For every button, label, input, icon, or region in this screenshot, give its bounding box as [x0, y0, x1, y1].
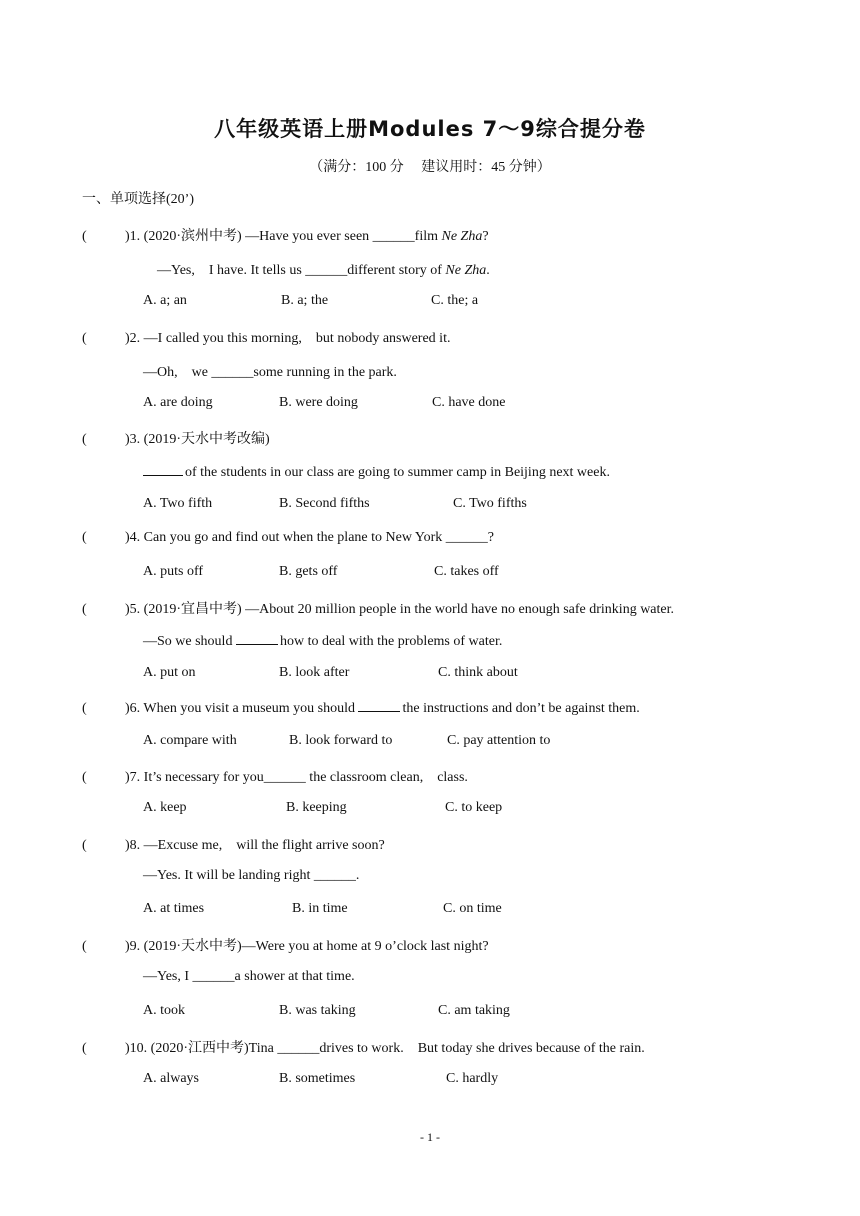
- punct: .: [486, 263, 490, 278]
- option-a: A. Two fifth: [143, 496, 213, 511]
- question-cont-text: —Yes, I have. It tells us ______different story of: [157, 263, 446, 278]
- question-2: [82, 327, 450, 347]
- film-title: Ne Zha: [445, 263, 487, 278]
- question-8-cont: —Yes. It will be landing right ______.: [143, 868, 360, 883]
- option-a: A. took: [143, 1003, 185, 1018]
- option-c: C. Two fifths: [453, 496, 527, 511]
- option-a: A. always: [143, 1071, 199, 1086]
- question-cont-text: of the students in our class are going to summer camp in Beijing next week.: [185, 465, 610, 480]
- answer-paren: (: [82, 701, 87, 716]
- question-stem: (2020·江西中考)Tina ______drives to work. But today she drives because of the rain.: [147, 1041, 645, 1056]
- question-number: )3.: [125, 432, 141, 447]
- question-number: )10.: [125, 1041, 148, 1056]
- option-b: B. Second fifths: [279, 496, 370, 511]
- option-a: A. a; an: [143, 293, 187, 308]
- question-stem: the instructions and don’t be against them.: [402, 701, 640, 716]
- option-a: A. at times: [143, 901, 205, 916]
- answer-paren: (: [82, 770, 87, 785]
- option-b: B. gets off: [279, 564, 338, 579]
- question-stem: Can you go and find out when the plane to New York ______?: [140, 530, 495, 545]
- question-number: )2.: [125, 331, 141, 346]
- answer-paren: (: [82, 229, 87, 244]
- option-a: A. keep: [143, 800, 187, 815]
- page-title: 八年级英语上册Modules 7～9综合提分卷: [214, 117, 646, 141]
- option-b: B. sometimes: [279, 1071, 356, 1086]
- page-number: - 1 -: [420, 1130, 440, 1144]
- question-7: [82, 766, 468, 786]
- option-c: C. have done: [432, 395, 506, 410]
- option-c: C. takes off: [434, 564, 499, 579]
- question-6: [82, 699, 640, 717]
- question-1: [82, 225, 489, 245]
- question-number: )7.: [125, 770, 141, 785]
- question-stem: It’s necessary for you______ the classroom clean, class.: [140, 770, 468, 785]
- option-a: A. put on: [143, 665, 196, 680]
- option-a: A. puts off: [143, 564, 204, 579]
- option-b: B. was taking: [279, 1003, 356, 1018]
- question-5-cont: [143, 632, 502, 650]
- option-b: B. look after: [279, 665, 350, 680]
- option-c: C. on time: [443, 901, 502, 916]
- question-stem: (2020·滨州中考) —Have you ever seen ______film: [140, 229, 442, 244]
- question-stem-pre: When you visit a museum you should: [140, 701, 359, 716]
- answer-blank: [358, 699, 400, 712]
- question-3-cont: [143, 463, 610, 481]
- option-c: C. the; a: [431, 293, 479, 308]
- question-4: [82, 530, 494, 546]
- option-c: C. hardly: [446, 1071, 499, 1086]
- option-b: B. were doing: [279, 395, 358, 410]
- question-stem: (2019·宜昌中考) —About 20 million people in the world have no enough safe drinking water.: [140, 602, 675, 617]
- option-a: A. are doing: [143, 395, 213, 410]
- question-2-cont: —Oh, we ______some running in the park.: [143, 365, 397, 380]
- answer-paren: (: [82, 838, 87, 853]
- question-cont-text: how to deal with the problems of water.: [279, 634, 503, 649]
- answer-blank: [236, 632, 278, 645]
- option-b: B. in time: [292, 901, 348, 916]
- option-c: C. am taking: [438, 1003, 510, 1018]
- question-stem: —I called you this morning, but nobody answered it.: [140, 331, 451, 346]
- question-3: [82, 428, 270, 448]
- question-1-cont: [157, 259, 490, 279]
- question-number: )6.: [125, 701, 141, 716]
- answer-paren: (: [82, 432, 87, 447]
- question-number: )1.: [125, 229, 141, 244]
- question-5: [82, 598, 674, 618]
- film-title: Ne Zha: [441, 229, 483, 244]
- option-c: C. pay attention to: [447, 733, 551, 748]
- option-c: C. think about: [438, 665, 518, 680]
- question-stem: (2019·天水中考改编): [140, 432, 270, 447]
- question-8: [82, 834, 385, 854]
- answer-paren: (: [82, 1041, 87, 1056]
- option-c: C. to keep: [445, 800, 503, 815]
- section-heading: 一、单项选择(20’): [82, 192, 194, 207]
- question-number: )9.: [125, 939, 141, 954]
- option-b: B. a; the: [281, 293, 329, 308]
- question-cont-pre: —So we should: [143, 634, 236, 649]
- option-b: B. keeping: [286, 800, 347, 815]
- option-b: B. look forward to: [289, 733, 393, 748]
- answer-paren: (: [82, 602, 87, 617]
- answer-paren: (: [82, 530, 87, 545]
- answer-paren: (: [82, 939, 87, 954]
- answer-paren: (: [82, 331, 87, 346]
- question-number: )5.: [125, 602, 141, 617]
- punct: ?: [482, 229, 489, 244]
- question-9: [82, 935, 489, 955]
- question-number: )4.: [125, 530, 141, 545]
- question-stem: —Excuse me, will the flight arrive soon?: [140, 838, 385, 853]
- question-stem: (2019·天水中考)—Were you at home at 9 o’clock last night?: [140, 939, 489, 954]
- answer-blank: [143, 463, 183, 476]
- question-10: [82, 1037, 645, 1057]
- option-a: A. compare with: [143, 733, 237, 748]
- question-9-cont: —Yes, I ______a shower at that time.: [143, 969, 355, 984]
- page-subtitle: （满分：100 分 建议用时：45 分钟）: [309, 160, 551, 175]
- question-number: )8.: [125, 838, 141, 853]
